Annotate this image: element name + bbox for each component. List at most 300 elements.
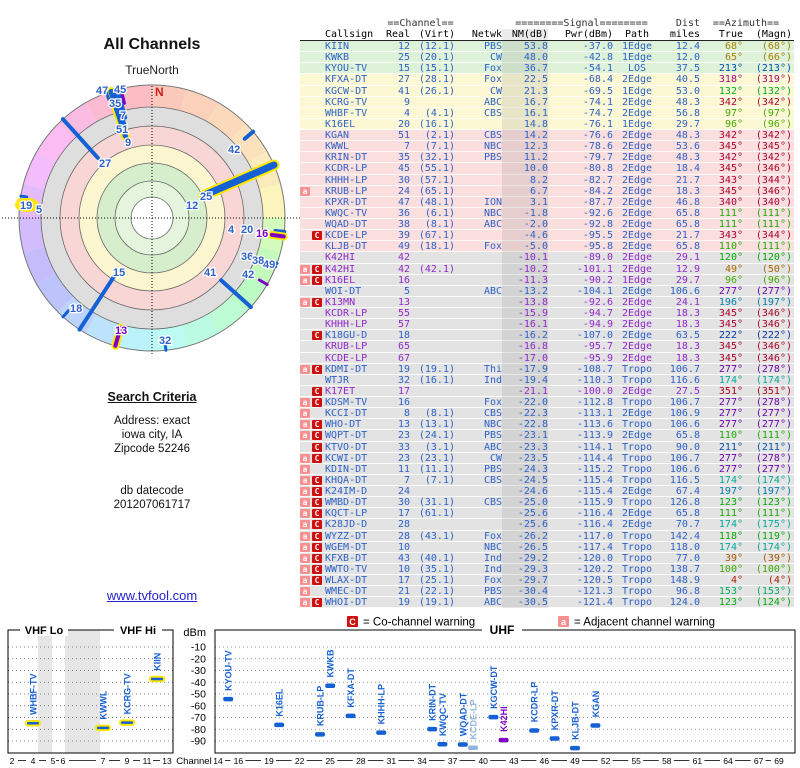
- badge-adjacent: a: [300, 520, 310, 529]
- badge-adjacent: [300, 364, 312, 375]
- callsign-cell: KCRG-TV: [325, 96, 368, 108]
- real-channel-cell: 23: [397, 452, 410, 464]
- network-cell: CW: [489, 52, 502, 64]
- network-cell: Ind: [483, 563, 502, 575]
- true-azimuth-cell: 4°: [730, 575, 743, 586]
- path-cell: 2Edge: [621, 163, 653, 175]
- table-row: [300, 186, 794, 197]
- badge-cochannel: [312, 297, 325, 308]
- nm-cell: -23.3: [502, 442, 548, 453]
- header-real: Real: [386, 29, 410, 40]
- real-channel-cell: 33: [397, 441, 410, 453]
- network-cell: [455, 330, 502, 341]
- badge-adjacent: a: [300, 298, 310, 307]
- table-row: [300, 286, 794, 297]
- badge-cochannel: [312, 230, 325, 241]
- path-cell: Tropo: [621, 419, 653, 431]
- magnetic-azimuth-cell: (4°): [767, 575, 792, 586]
- path-cell: 2Edge: [621, 508, 653, 520]
- callsign-cell: K18GU-D: [325, 330, 368, 342]
- real-channel-cell: 8: [403, 408, 410, 420]
- callsign-cell: KTVO-DT: [325, 441, 368, 453]
- power-cell: -115.4: [576, 486, 613, 497]
- table-row: [300, 531, 794, 542]
- cochannel-legend-letter: C: [349, 617, 356, 627]
- true-azimuth-cell: 153°: [718, 586, 743, 598]
- real-channel-cell: 17: [397, 385, 410, 397]
- path-cell: 2Edge: [621, 107, 653, 119]
- callsign-cell: K16EL: [325, 118, 356, 130]
- header-true: True: [718, 29, 743, 40]
- callsign-cell: KCDE-LP: [325, 230, 368, 242]
- network-cell: CBS: [483, 107, 502, 119]
- badge-cochannel: [312, 519, 325, 530]
- network-cell: [455, 297, 502, 308]
- tvfool-link[interactable]: www.tvfool.com: [106, 588, 198, 603]
- badge-cochannel: [312, 264, 325, 275]
- badge-adjacent: [300, 486, 312, 497]
- real-channel-cell: 15: [397, 63, 410, 75]
- radar-channel-label: 38: [252, 255, 265, 267]
- magnetic-azimuth-cell: (278°): [755, 363, 792, 375]
- spectrum-gap-band: [65, 630, 100, 753]
- path-cell: 2Edge: [621, 263, 653, 275]
- virtual-channel-cell: [410, 486, 455, 497]
- radar-channel-label: 9: [125, 137, 132, 149]
- power-cell: -82.7: [582, 174, 613, 186]
- uhf-panel-border: [215, 630, 795, 753]
- true-azimuth-cell: 111°: [718, 219, 743, 230]
- callsign-cell: K42HI: [325, 263, 356, 275]
- callsign-cell: KFXB-DT: [325, 552, 368, 564]
- station-marker: [529, 728, 539, 733]
- network-cell: [455, 508, 502, 519]
- true-azimuth-cell: 277°: [718, 285, 743, 297]
- table-row: [300, 219, 794, 230]
- path-cell: 2Edge: [621, 74, 653, 86]
- virtual-channel-cell: [410, 397, 455, 408]
- distance-cell: 18.3: [675, 319, 700, 331]
- callsign-cell: WQPT-DT: [325, 430, 368, 442]
- magnetic-azimuth-cell: (175°): [755, 519, 792, 531]
- table-row: [300, 419, 794, 430]
- real-channel-cell: 28: [397, 530, 410, 542]
- badge-cochannel: C: [312, 487, 322, 496]
- header-pwr: Pwr(dBm): [564, 29, 613, 40]
- network-cell: CBS: [483, 497, 502, 509]
- signal-strength-charts: [0, 615, 800, 768]
- virtual-channel-cell: (28.1): [418, 74, 455, 86]
- distance-cell: 18.3: [675, 352, 700, 364]
- virtual-channel-cell: (8.1): [424, 408, 455, 420]
- network-cell: PBS: [483, 463, 502, 475]
- virtual-channel-cell: (23.1): [418, 452, 455, 464]
- virtual-channel-cell: [410, 308, 455, 319]
- header-dist-group: Dist: [675, 18, 700, 29]
- true-azimuth-cell: 277°: [718, 363, 743, 375]
- uhf-channel-tick: 25: [325, 756, 335, 766]
- table-row: [300, 130, 794, 141]
- real-channel-cell: 39: [397, 230, 410, 242]
- virtual-channel-cell: (16.1): [418, 118, 455, 130]
- virtual-channel-cell: [410, 330, 455, 341]
- station-label: KGCW-DT: [488, 665, 499, 709]
- nm-cell: -5.0: [502, 241, 548, 252]
- real-channel-cell: 27: [397, 74, 410, 86]
- virtual-channel-cell: (43.1): [418, 530, 455, 542]
- callsign-cell: KGCW-DT: [325, 85, 368, 97]
- real-channel-cell: 9: [403, 96, 410, 108]
- station-label: KLJB-DT: [570, 701, 581, 740]
- true-azimuth-cell: 342°: [718, 152, 743, 164]
- real-channel-cell: 38: [397, 219, 410, 230]
- power-cell: -100.0: [576, 385, 613, 397]
- distance-cell: 65.8: [675, 430, 700, 442]
- virtual-channel-cell: (15.1): [418, 63, 455, 75]
- callsign-cell: KIIN: [325, 41, 350, 52]
- network-cell: ABC: [483, 441, 502, 453]
- station-label: KRUB-LP: [315, 685, 326, 727]
- distance-cell: 29.7: [675, 118, 700, 130]
- real-channel-cell: 4: [403, 107, 410, 119]
- true-azimuth-cell: 343°: [718, 174, 743, 186]
- network-cell: Fox: [483, 530, 502, 542]
- path-cell: 2Edge: [621, 430, 653, 442]
- magnetic-azimuth-cell: (111°): [755, 430, 792, 442]
- callsign-cell: KHHH-LP: [325, 319, 368, 331]
- nm-cell: 48.0: [502, 52, 548, 63]
- virtual-channel-cell: (32.1): [418, 152, 455, 164]
- table-row: [300, 163, 794, 174]
- header-miles: miles: [669, 29, 700, 40]
- table-row: [300, 152, 794, 163]
- callsign-cell: KCCI-DT: [325, 408, 368, 420]
- network-cell: [455, 119, 502, 130]
- uhf-channel-tick: 14: [213, 756, 223, 766]
- path-cell: 1Edge: [621, 85, 653, 97]
- network-cell: ABC: [483, 96, 502, 108]
- power-cell: -74.1: [582, 96, 613, 108]
- callsign-cell: KDIN-DT: [325, 463, 368, 475]
- station-label: WHBF-TV: [28, 673, 39, 716]
- nm-cell: -25.6: [502, 519, 548, 530]
- nm-cell: -10.2: [502, 264, 548, 275]
- table-header-groups: [300, 18, 794, 29]
- badge-cochannel: [312, 430, 325, 441]
- badge-adjacent: [300, 508, 312, 519]
- real-channel-cell: 49: [397, 241, 410, 253]
- network-cell: [455, 275, 502, 286]
- radar-orientation-label: TrueNorth: [125, 63, 179, 77]
- table-row: [300, 353, 794, 364]
- table-row: [300, 197, 794, 208]
- vhf-lo-label: VHF Lo: [24, 625, 64, 637]
- path-cell: Tropo: [621, 441, 653, 453]
- path-cell: 2Edge: [621, 252, 653, 264]
- power-cell: -89.0: [582, 252, 613, 264]
- real-channel-cell: 42: [397, 252, 410, 264]
- distance-cell: 12.4: [675, 41, 700, 52]
- search-criteria-heading: Search Criteria: [107, 390, 197, 404]
- nm-cell: 36.7: [502, 63, 548, 74]
- magnetic-azimuth-cell: (50°): [761, 263, 792, 275]
- badge-adjacent: a: [300, 498, 310, 507]
- badge-adjacent: a: [300, 454, 310, 463]
- uhf-channel-tick: 43: [509, 756, 519, 766]
- network-cell: NBC: [483, 419, 502, 431]
- nm-cell: -19.4: [502, 375, 548, 386]
- virtual-channel-cell: (22.1): [418, 586, 455, 598]
- power-cell: -95.7: [582, 341, 613, 353]
- power-cell: -112.8: [576, 397, 613, 408]
- true-azimuth-cell: 100°: [718, 563, 743, 575]
- radar-channel-label: 20: [241, 224, 254, 236]
- virtual-channel-cell: (6.1): [424, 207, 455, 219]
- true-azimuth-cell: 111°: [718, 207, 743, 219]
- real-channel-cell: 42: [397, 263, 410, 275]
- true-azimuth-cell: 342°: [718, 96, 743, 108]
- north-label: N: [155, 85, 164, 99]
- header-path: Path: [624, 29, 650, 40]
- true-azimuth-cell: 174°: [718, 541, 743, 553]
- table-row: [300, 230, 794, 241]
- nm-cell: 16.7: [502, 97, 548, 108]
- badge-adjacent: [300, 430, 312, 441]
- network-cell: CBS: [483, 408, 502, 420]
- real-channel-cell: 57: [397, 319, 410, 331]
- path-cell: Tropo: [621, 452, 653, 464]
- real-channel-cell: 7: [403, 141, 410, 153]
- page-title: All Channels: [103, 36, 201, 53]
- uhf-channel-tick: 61: [692, 756, 703, 766]
- path-cell: 2Edge: [621, 486, 653, 497]
- network-cell: [455, 319, 502, 330]
- path-cell: 2Edge: [621, 352, 653, 364]
- true-azimuth-cell: 196°: [718, 296, 743, 308]
- callsign-cell: KRUB-LP: [325, 185, 368, 197]
- badge-adjacent: [300, 419, 312, 430]
- nm-cell: 53.8: [502, 41, 548, 52]
- badge-adjacent: [300, 475, 312, 486]
- virtual-channel-cell: [410, 286, 455, 297]
- virtual-channel-cell: (12.1): [418, 41, 455, 52]
- radar-channel-label: 51: [116, 124, 129, 136]
- true-azimuth-cell: 277°: [718, 419, 743, 431]
- nm-cell: 8.2: [502, 175, 548, 186]
- virtual-channel-cell: (31.1): [418, 497, 455, 509]
- callsign-cell: K17ET: [325, 385, 356, 397]
- path-cell: 1Edge: [621, 118, 653, 130]
- uhf-channel-tick: 58: [662, 756, 672, 766]
- real-channel-cell: 23: [397, 430, 410, 442]
- nm-cell: -25.6: [502, 508, 548, 519]
- badge-cochannel: [312, 364, 325, 375]
- table-row: [300, 275, 794, 286]
- distance-cell: 65.8: [675, 241, 700, 253]
- path-cell: 1Edge: [621, 274, 653, 286]
- station-marker: [458, 742, 468, 747]
- header-netwk: Netwk: [471, 29, 502, 40]
- real-channel-cell: 51: [397, 130, 410, 141]
- network-cell: Fox: [483, 74, 502, 86]
- path-cell: 2Edge: [621, 130, 653, 141]
- vhf-channel-tick: 4: [30, 756, 36, 766]
- magnetic-azimuth-cell: (100°): [755, 563, 792, 575]
- nm-cell: 16.1: [502, 108, 548, 119]
- badge-cochannel: C: [312, 509, 322, 518]
- virtual-channel-cell: (42.1): [418, 263, 455, 275]
- true-azimuth-cell: 65°: [724, 52, 743, 64]
- power-cell: -101.1: [576, 263, 613, 275]
- magnetic-azimuth-cell: (277°): [755, 285, 792, 297]
- uhf-channel-tick: 16: [233, 756, 244, 766]
- magnetic-azimuth-cell: (278°): [755, 452, 792, 464]
- true-azimuth-cell: 277°: [718, 397, 743, 408]
- network-cell: [455, 163, 502, 174]
- table-row: [300, 453, 794, 464]
- power-cell: -95.8: [582, 241, 613, 253]
- uhf-channel-tick: 55: [631, 756, 641, 766]
- signal-table: [300, 18, 794, 608]
- magnetic-azimuth-cell: (213°): [755, 63, 792, 75]
- dbm-tick-label: -20: [190, 653, 206, 666]
- nm-cell: -17.0: [502, 353, 548, 364]
- table-header-columns: [300, 29, 794, 41]
- power-cell: -115.4: [576, 474, 613, 486]
- station-label: KWWL: [98, 690, 109, 720]
- nm-cell: 14.2: [502, 130, 548, 141]
- table-row: [300, 575, 794, 586]
- power-cell: -69.5: [582, 85, 613, 97]
- path-cell: 2Edge: [621, 230, 653, 242]
- nm-cell: -21.1: [502, 386, 548, 397]
- criteria-zip: Zipcode 52246: [113, 443, 191, 455]
- magnetic-azimuth-cell: (346°): [755, 341, 792, 353]
- real-channel-cell: 7: [403, 474, 410, 486]
- distance-cell: 63.5: [675, 330, 700, 342]
- true-azimuth-cell: 96°: [724, 118, 743, 130]
- station-label: KGAN: [590, 690, 601, 718]
- nm-cell: 11.2: [502, 152, 548, 163]
- badge-adjacent: [300, 453, 312, 464]
- power-cell: -116.4: [576, 519, 613, 531]
- callsign-cell: WTJR: [325, 374, 350, 386]
- network-cell: Thi: [483, 363, 502, 375]
- path-cell: 2Edge: [621, 174, 653, 186]
- radar-plot: [0, 78, 304, 370]
- station-label: KCDE-LP: [468, 699, 479, 740]
- badge-adjacent: a: [300, 576, 310, 585]
- header-signal-group: ========Signal========: [515, 18, 648, 29]
- path-cell: Tropo: [621, 374, 653, 386]
- badge-adjacent: [300, 186, 312, 197]
- table-row: [300, 119, 794, 130]
- true-azimuth-cell: 49°: [724, 263, 743, 275]
- real-channel-cell: 30: [397, 174, 410, 186]
- table-row: [300, 52, 794, 63]
- network-cell: NBC: [483, 141, 502, 153]
- network-cell: ABC: [483, 597, 502, 609]
- table-row: [300, 464, 794, 475]
- table-row: [300, 141, 794, 152]
- distance-cell: 48.3: [675, 152, 700, 164]
- magnetic-azimuth-cell: (111°): [755, 219, 792, 230]
- real-channel-cell: 19: [397, 597, 410, 609]
- virtual-channel-cell: (25.1): [418, 575, 455, 586]
- distance-cell: 65.8: [675, 207, 700, 219]
- distance-cell: 138.7: [669, 563, 700, 575]
- real-channel-cell: 43: [397, 552, 410, 564]
- magnetic-azimuth-cell: (97°): [761, 107, 792, 119]
- vhf-channel-tick: 11: [142, 756, 152, 766]
- station-marker: [499, 738, 509, 743]
- station-marker: [468, 745, 478, 750]
- badge-adjacent: [300, 564, 312, 575]
- table-row: [300, 497, 794, 508]
- power-cell: -114.1: [576, 441, 613, 453]
- badge-cochannel: C: [312, 543, 322, 552]
- callsign-cell: KCDR-LP: [325, 163, 368, 175]
- true-azimuth-cell: 132°: [718, 85, 743, 97]
- network-cell: Fox: [483, 397, 502, 408]
- virtual-channel-cell: [410, 297, 455, 308]
- virtual-channel-cell: [410, 386, 455, 397]
- virtual-channel-cell: [410, 353, 455, 364]
- nm-cell: -24.5: [502, 475, 548, 486]
- uhf-label: UHF: [489, 623, 515, 637]
- uhf-channel-tick: 31: [386, 756, 397, 766]
- path-cell: LOS: [627, 63, 647, 75]
- callsign-cell: KCDR-LP: [325, 308, 368, 319]
- distance-cell: 65.8: [675, 219, 700, 230]
- power-cell: -115.9: [576, 497, 613, 509]
- magnetic-azimuth-cell: (344°): [755, 174, 792, 186]
- nm-cell: -26.5: [502, 542, 548, 553]
- table-row: [300, 597, 794, 608]
- table-row: [300, 386, 794, 397]
- badge-cochannel: C: [312, 265, 322, 274]
- distance-cell: 48.3: [675, 96, 700, 108]
- network-cell: PBS: [483, 430, 502, 442]
- badge-adjacent: [300, 264, 312, 275]
- table-row: [300, 553, 794, 564]
- magnetic-azimuth-cell: (346°): [755, 185, 792, 197]
- badge-adjacent: a: [300, 598, 310, 607]
- magnetic-azimuth-cell: (319°): [755, 74, 792, 86]
- badge-cochannel: [312, 330, 325, 341]
- header-magn: (Magn): [755, 29, 792, 40]
- real-channel-cell: 21: [397, 586, 410, 598]
- station-marker: [427, 727, 437, 732]
- nm-cell: -22.8: [502, 419, 548, 430]
- magnetic-azimuth-cell: (211°): [755, 441, 792, 453]
- callsign-cell: KPXR-DT: [325, 196, 368, 208]
- network-cell: Ind: [483, 552, 502, 564]
- magnetic-azimuth-cell: (120°): [755, 252, 792, 264]
- badge-cochannel: [312, 397, 325, 408]
- table-row: [300, 397, 794, 408]
- magnetic-azimuth-cell: (340°): [755, 196, 792, 208]
- real-channel-cell: 41: [397, 85, 410, 97]
- nm-cell: 10.0: [502, 163, 548, 174]
- magnetic-azimuth-cell: (222°): [755, 330, 792, 342]
- criteria-city: iowa city, IA: [121, 429, 183, 441]
- radar-channel-label: 16: [256, 228, 269, 240]
- uhf-channel-tick: 52: [600, 756, 611, 766]
- distance-cell: 24.1: [675, 296, 700, 308]
- real-channel-cell: 24: [397, 486, 410, 497]
- true-azimuth-cell: 277°: [718, 452, 743, 464]
